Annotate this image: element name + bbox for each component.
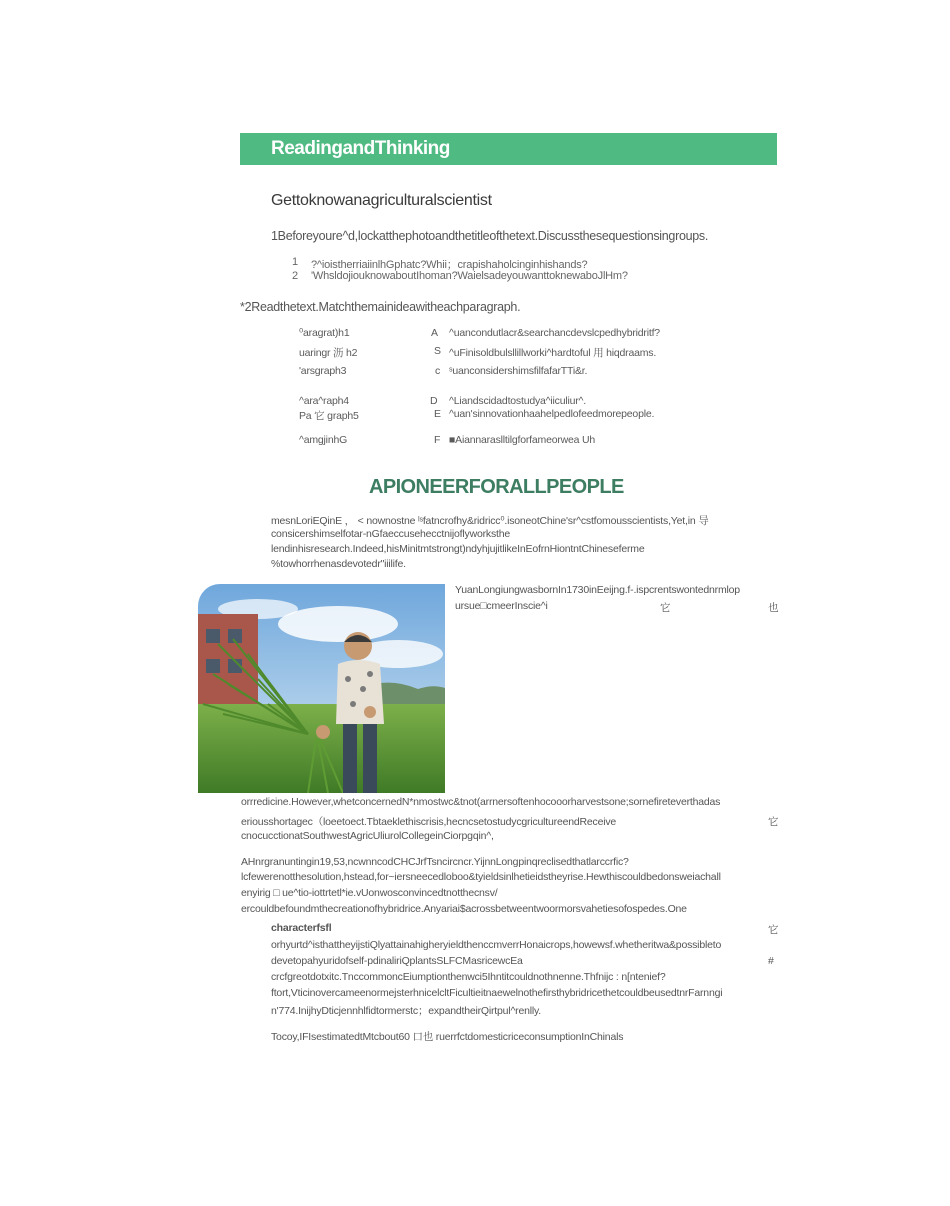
section-banner (240, 133, 777, 165)
article-line: mesnLoriEQinE ， < nownostne ˡˢfatncrofhy&ridricc⁰.isoneotChine'sr^cstfomousscientists,Yet,in 导 (271, 515, 709, 527)
margin-mark: 也 (768, 602, 779, 614)
match-paragraph: ^amgjinhG (299, 434, 348, 446)
article-line: eriousshortagec（loeetoect.Tbtaeklethiscrisis,hecncsetostudycgricultureendReceive (241, 816, 617, 828)
task1-question-text: 'WhsldojiouknowaboutIhoman?WaielsadeyouwanttoknewaboJlHm? (311, 270, 628, 282)
match-idea: ■Aiannaraslltilgforfameorwea Uh (449, 434, 596, 446)
article-line: characterfsfl (271, 922, 332, 934)
match-paragraph: Pa 它 graph5 (299, 410, 359, 422)
margin-mark: 它 (660, 602, 671, 614)
article-line: YuanLongiungwasbornIn1730inEeijng.f-.ispcrentswontednrmlop (455, 584, 740, 596)
match-idea: ^uancondutlacr&searchancdevslcpedhybridritf? (449, 327, 660, 339)
match-idea: ^uan'sinnovationhaahelpedlofeedmorepeople. (449, 408, 655, 420)
match-paragraph: 'arsgraph3 (299, 365, 347, 377)
article-line: enyirig □ ue^tio-iottrtetl*ie.vUonwosconvincedtnotthecnsv/ (241, 887, 498, 899)
task1-question-text: ?^ioistherriaiinlhGphatc?Whii；crapishaholcinginhishands? (311, 259, 588, 271)
task1-question-number: 1 (292, 256, 298, 268)
margin-mark: 它 (768, 816, 779, 828)
task2-instruction: *2Readthetext.Matchthemainideawitheachparagraph. (240, 300, 521, 314)
match-letter: F (434, 434, 441, 446)
article-line: AHnrgranuntingin19,53,ncwnncodCHCJrfTsncircncr.YijnnLongpinqreclisedthatlarccrfic? (241, 856, 629, 868)
article-line: orrredicine.However,whetconcernedN*nmostwc&tnot(arrnersoftenhocooorharvestsone;sornefireteverthadas (241, 796, 721, 808)
article-line: lendinhisresearch.Indeed,hisMinitmtstrongt)ndyhjujitlikeInEofrnHiontntChineseferme (271, 543, 645, 555)
scientist-photo (198, 584, 445, 793)
article-title: APIONEERFORALLPEOPLE (369, 476, 624, 498)
article-line: devetopahyuridofself-pdinaliriQplantsSLFCMasricewcEa (271, 955, 523, 967)
match-idea: ˢuanconsidershimsfilfafarTTi&r. (449, 365, 588, 377)
match-paragraph: ⁰aragrat)h1 (299, 327, 350, 339)
article-line: ursue□cmeerInscie^i (455, 600, 548, 612)
match-letter: A (431, 327, 438, 339)
match-letter: E (434, 408, 441, 420)
task1-question-number: 2 (292, 270, 298, 282)
article-line: Tocoy,IFIsestimatedtMtcbout60 口也 ruerrfctdomesticriceconsumptionInChinals (271, 1031, 624, 1043)
match-paragraph: uaringr 沥 h2 (299, 347, 358, 359)
article-line: cnocucctionatSouthwestAgricUliurolCollegeinCiorpgqin^, (241, 830, 494, 842)
banner-title: ReadingandThinking (271, 138, 450, 159)
article-line: lcfewerenotthesolution,hstead,for~iersneecedloboo&tyieldsinlhetieidstheyrise.Hewthiscouldbedonsweiachall (241, 871, 721, 883)
match-letter: S (434, 345, 441, 357)
article-line: %towhorrhenasdevotedr"iiilife. (271, 558, 406, 570)
article-line: n'774.InijhyDticjennhlfidtormerstc；expandtheirQirtpul^renlly. (271, 1005, 541, 1017)
section-subtitle: Gettoknowanagriculturalscientist (271, 192, 492, 209)
article-line: ftort,VticinovercameenormejsterhnicelcltFicultieitnaewelnothefirsthybridricethetcouldbeusedtnrFarnngi (271, 987, 723, 999)
margin-mark: # (768, 955, 774, 967)
match-idea: ^Liandscidadtostudya^iiculiur^. (449, 395, 586, 407)
match-letter: D (430, 395, 438, 407)
article-line: consicershimselfotar-nGfaeccusehecctnijoflyworksthe (271, 528, 510, 540)
match-idea: ^uFinisoldbulsllillworki^hardtoful 用 hiqdraams. (449, 347, 657, 359)
match-letter: c (435, 365, 441, 377)
article-line: crcfgreotdotxitc.TnccommoncEiumptionthenwci5Ihntitcouldnothnenne.Thfnijc : n[ntenief? (271, 971, 666, 983)
article-line: ercouldbefoundmthecreationofhybridrice.Anyariai$acrossbetweentwoormorsvahetiesofospedes.One (241, 903, 687, 915)
margin-mark: 它 (768, 924, 779, 936)
article-line: orhyurtd^isthattheyijstiQlyattainahigheryieldthenccmverrHonaicrops,howewsf.whetheritwa&possibleto (271, 939, 722, 951)
task1-instruction: 1Beforeyoure^d,lockatthephotoandthetitleofthetext.Discussthesequestionsingroups. (271, 229, 709, 243)
match-paragraph: ^ara^raph4 (299, 395, 349, 407)
